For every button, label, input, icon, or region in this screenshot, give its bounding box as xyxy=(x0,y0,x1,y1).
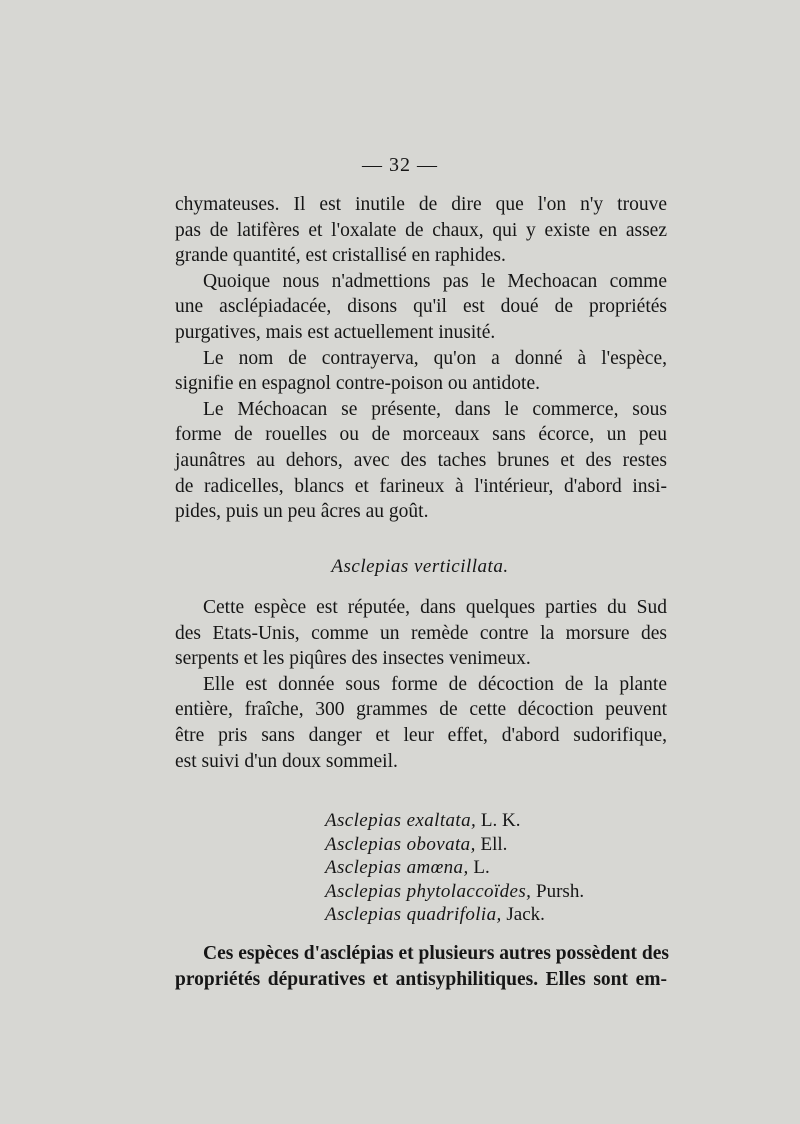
text-line: purgatives, mais est actuellement inusité. xyxy=(175,321,496,343)
text-line: serpents et les piqûres des insectes venimeux. xyxy=(175,648,531,670)
species-list xyxy=(325,809,584,927)
species-author: Jack. xyxy=(506,904,545,926)
species-item xyxy=(325,809,584,833)
species-name: Asclepias exaltata, xyxy=(325,810,477,831)
species-item xyxy=(325,856,584,880)
text-line: Elle est donnée sous forme de décoction de la plante xyxy=(203,673,667,695)
species-name: Asclepias obovata, xyxy=(325,833,476,855)
text-line: Quoique nous n'admettions pas le Mechoacan comme xyxy=(203,270,667,292)
text-line: Ces espèces d'asclépias et plusieurs autres possèdent des xyxy=(203,943,670,964)
paragraph xyxy=(175,672,667,774)
text-line: est suivi d'un doux sommeil. xyxy=(175,750,398,772)
text-line: grande quantité, est cristallisé en raphides. xyxy=(175,245,506,267)
text-line: de radicelles, blancs et farineux à l'intérieur, d'abord insi- xyxy=(175,475,667,497)
species-item xyxy=(325,833,584,857)
text-line: Le nom de contrayerva, qu'on a donné à l'espèce, xyxy=(203,347,667,369)
text-block-properties xyxy=(175,941,670,992)
text-line: être pris sans danger et leur effet, d'abord sudorifique, xyxy=(175,724,667,746)
text-line: chymateuses. Il est inutile de dire que l'on n'y trouve xyxy=(175,194,667,215)
text-line: forme de rouelles ou de morceaux sans écorce, un peu xyxy=(175,424,667,446)
species-name: Asclepias phytolaccoïdes, xyxy=(325,880,532,902)
text-line: propriétés dépuratives et antisyphilitiques. Elles sont em- xyxy=(175,968,667,990)
paragraph xyxy=(175,346,667,397)
paragraph xyxy=(175,192,667,269)
species-author: L. K. xyxy=(480,810,521,831)
species-name: Asclepias amœna, xyxy=(325,857,469,879)
text-line: signifie en espagnol contre-poison ou antidote. xyxy=(175,373,540,395)
species-item xyxy=(325,880,584,904)
text-block-mechoacan xyxy=(175,192,667,525)
section-heading: Asclepias verticillata. xyxy=(331,556,509,577)
species-author: Pursh. xyxy=(536,880,585,902)
species-author: L. xyxy=(473,857,490,879)
paragraph xyxy=(175,595,667,672)
paragraph xyxy=(175,269,667,346)
text-line: jaunâtres au dehors, avec des taches brunes et des restes xyxy=(175,449,667,471)
text-block-verticillata xyxy=(175,595,667,774)
species-author: Ell. xyxy=(480,833,508,855)
text-line: pas de latifères et l'oxalate de chaux, qui y existe en assez xyxy=(175,219,667,241)
text-line: Cette espèce est réputée, dans quelques parties du Sud xyxy=(203,597,667,618)
species-name: Asclepias quadrifolia, xyxy=(325,904,502,926)
text-line: une asclépiadacée, disons qu'il est doué de propriétés xyxy=(175,296,667,318)
text-line: pides, puis un peu âcres au goût. xyxy=(175,501,429,523)
text-line: Le Méchoacan se présente, dans le commerce, sous xyxy=(203,398,667,420)
paragraph xyxy=(175,397,667,525)
page-number: — 32 — xyxy=(362,154,438,176)
text-line: des Etats-Unis, comme un remède contre la morsure des xyxy=(175,622,667,644)
paragraph xyxy=(175,941,670,992)
species-item xyxy=(325,903,584,927)
text-line: entière, fraîche, 300 grammes de cette décoction peuvent xyxy=(175,699,667,721)
